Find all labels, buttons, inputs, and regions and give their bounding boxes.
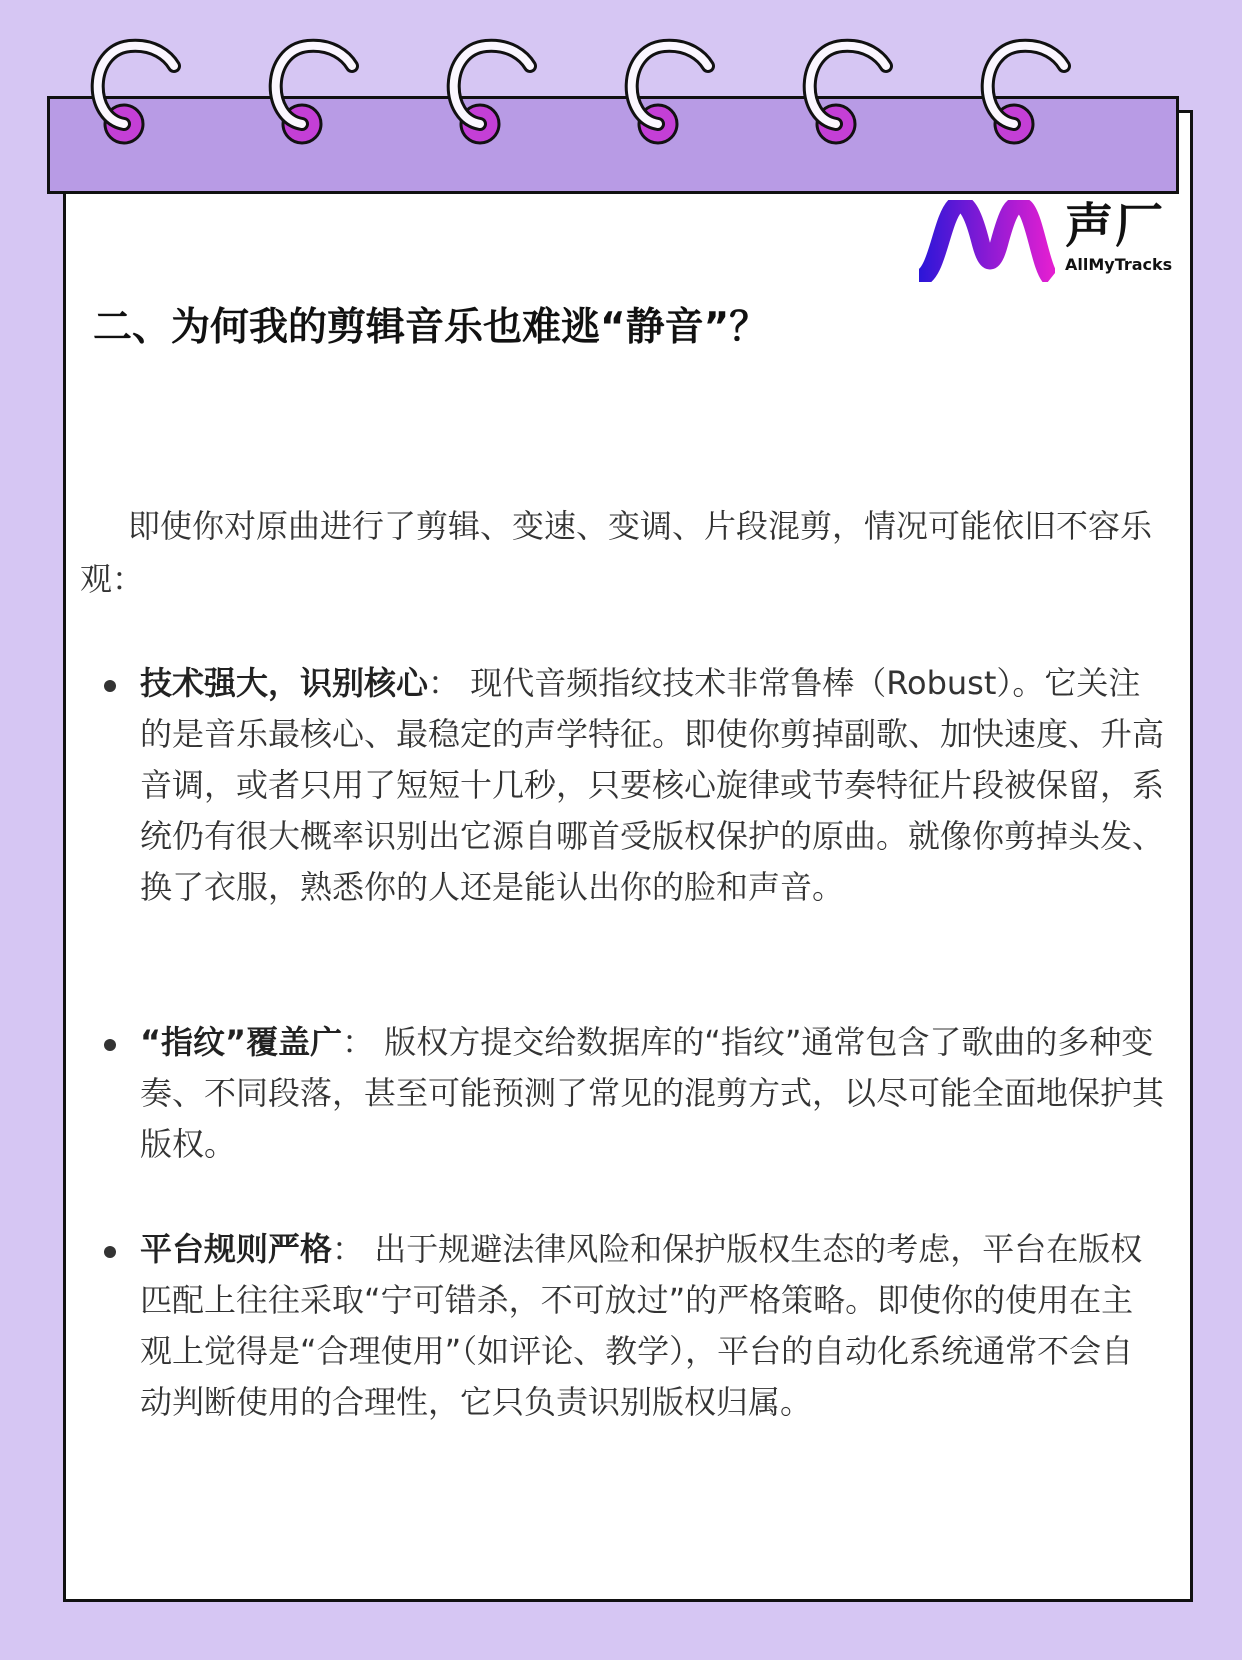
bullet-lead: “指纹”覆盖广 bbox=[140, 1023, 343, 1061]
bullet-body: 出于规避法律风险和保护版权生态的考虑，平台在版权匹配上往往采取“宁可错杀，不可放过”的严格策略。即使你的使用在主观上觉得是“合理使用”（如评论、教学），平台的自动化系统通常不会自动判断使用的合理性，它只负责识别版权归属。 bbox=[140, 1230, 1143, 1421]
bullet-lead: 平台规则严格 bbox=[140, 1230, 333, 1268]
section-heading: 二、为何我的剪辑音乐也难逃“静音”？ bbox=[93, 305, 769, 350]
bullet-body: 现代音频指纹技术非常鲁棒（Robust）。它关注的是音乐最核心、最稳定的声学特征。即使你剪掉副歌、加快速度、升高音调，或者只用了短短十几秒，只要核心旋律或节奏特征片段被保留，系统仍有很大概率识别出它源自哪首受版权保护的原曲。就像你剪掉头发、换了衣服，熟悉你的人还是能认出你的脸和声音。 bbox=[140, 664, 1165, 906]
brand-name-cn: 声厂 bbox=[1065, 198, 1166, 254]
bullet-dot-icon bbox=[104, 680, 116, 692]
brand-logo bbox=[915, 200, 1175, 282]
notepad-header-band bbox=[47, 96, 1179, 194]
intro-paragraph: 即使你对原曲进行了剪辑、变速、变调、片段混剪，情况可能依旧不容乐观： bbox=[80, 507, 1153, 598]
waveform-logo-icon bbox=[915, 200, 1055, 282]
bullet-dot-icon bbox=[104, 1246, 116, 1258]
bullet-lead: 技术强大，识别核心 bbox=[140, 664, 429, 702]
brand-name-en: AllMyTracks bbox=[1065, 255, 1173, 274]
bullet-item bbox=[140, 1017, 1165, 1170]
bullet-separator: ： bbox=[342, 1023, 385, 1061]
bullet-item bbox=[140, 1224, 1165, 1428]
bullet-separator: ： bbox=[428, 664, 471, 702]
bullet-separator: ： bbox=[332, 1230, 375, 1268]
bullet-item bbox=[140, 658, 1165, 913]
bullet-dot-icon bbox=[104, 1039, 116, 1051]
bullet-body: 版权方提交给数据库的“指纹”通常包含了歌曲的多种变奏、不同段落，甚至可能预测了常见的混剪方式，以尽可能全面地保护其版权。 bbox=[140, 1023, 1165, 1163]
